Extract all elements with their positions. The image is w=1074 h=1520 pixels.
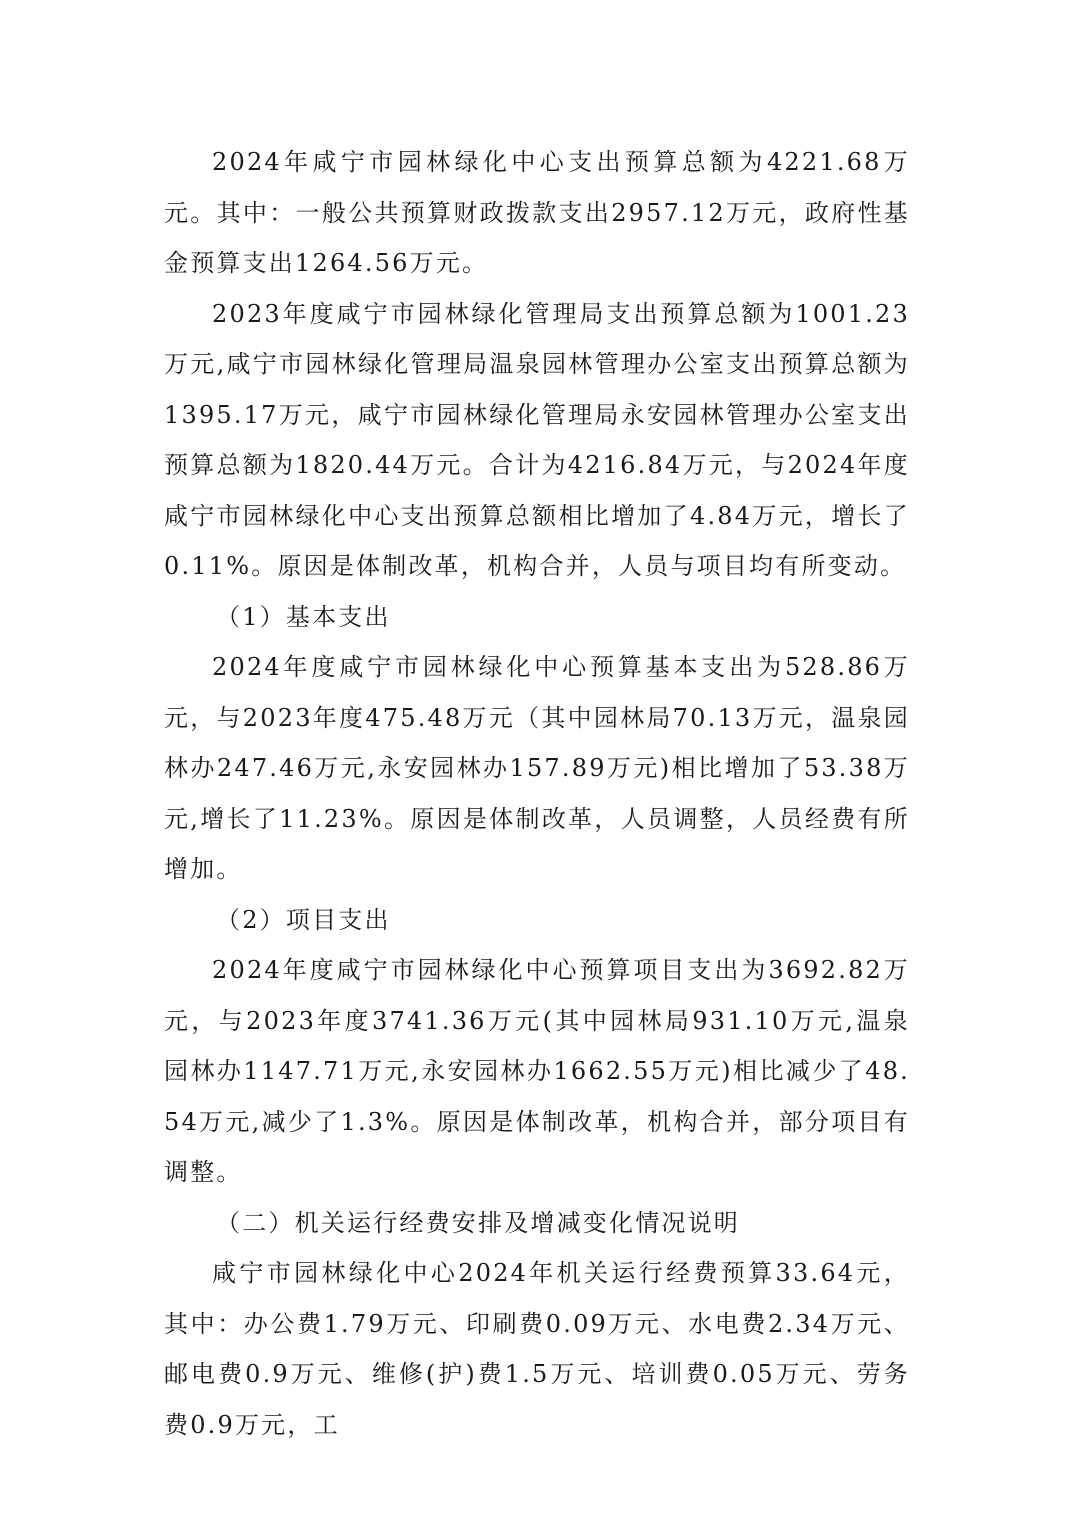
heading-basic-expenditure: （1）基本支出 — [216, 602, 391, 631]
paragraph-operating-funds: 咸宁市园林绿化中心2024年机关运行经费预算33.64元，其中：办公费1.79万元、印刷费0.09万元、水电费2.34万元、邮电费0.9万元、维修(护)费1.5万元、培训费0.05万元、劳务费0.9万元，工 — [164, 1259, 910, 1439]
paragraph-project-expenditure: 2024年度咸宁市园林绿化中心预算项目支出为3692.82万元，与2023年度3741.36万元(其中园林局931.10万元,温泉园林办1147.71万元,永安园林办1662.55万元)相比减少了48.54万元,减少了1.3%。原因是体制改革，机构合并，部分项目有调整。 — [164, 956, 910, 1186]
heading-operating-funds: （二）机关运行经费安排及增减变化情况说明 — [216, 1208, 740, 1237]
paragraph-basic-expenditure: 2024年度咸宁市园林绿化中心预算基本支出为528.86万元，与2023年度475.48万元（其中园林局70.13万元，温泉园林办247.46万元,永安园林办157.89万元)相比增加了53.38万元,增长了11.23%。原因是体制改革，人员调整，人员经费有所增加。 — [164, 653, 910, 883]
heading-project-expenditure: （2）项目支出 — [216, 905, 391, 934]
paragraph-total-budget-2024: 2024年咸宁市园林绿化中心支出预算总额为4221.68万元。其中：一般公共预算财政拨款支出2957.12万元，政府性基金预算支出1264.56万元。 — [164, 148, 910, 277]
paragraph-budget-comparison-2023: 2023年度咸宁市园林绿化管理局支出预算总额为1001.23万元,咸宁市园林绿化管理局温泉园林管理办公室支出预算总额为1395.17万元，咸宁市园林绿化管理局永安园林管理办公室支出预算总额为1820.44万元。合计为4216.84万元，与2024年度咸宁市园林绿化中心支出预算总额相比增加了4.84万元，增长了0.11%。原因是体制改革，机构合并，人员与项目均有所变动。 — [164, 299, 910, 580]
